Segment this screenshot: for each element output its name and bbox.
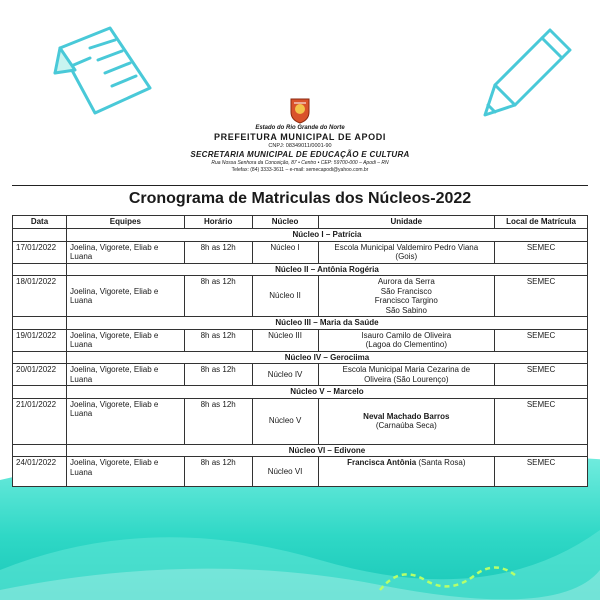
unidade-line: Escola Municipal Valdemiro Pedro Viana	[334, 242, 479, 252]
table-header-row	[13, 216, 588, 229]
date-cell: 18/01/2022	[13, 276, 67, 317]
unidade-cell	[318, 329, 495, 351]
unidade-cell	[318, 364, 495, 386]
secretaria-name: SECRETARIA MUNICIPAL DE EDUCAÇÃO E CULTURA	[190, 150, 410, 159]
local-cell: SEMEC	[495, 241, 588, 263]
group-row	[13, 386, 588, 399]
local-cell: SEMEC	[495, 398, 588, 444]
horario-cell: 8h as 12h	[184, 398, 252, 444]
group-row	[13, 317, 588, 330]
unidade-line: Aurora da Serra	[377, 277, 435, 286]
local-cell: SEMEC	[495, 276, 588, 317]
unidade-line: São Sabino	[385, 305, 427, 315]
coat-of-arms-icon	[289, 96, 311, 124]
unidade-line: Francisca Antônia	[347, 458, 417, 467]
equipes-cell: Joelina, Vigorete, Eliab e Luana	[66, 457, 184, 487]
horario-cell: 8h as 12h	[184, 329, 252, 351]
unidade-cell	[318, 276, 495, 317]
column-header: Data	[13, 216, 67, 229]
nucleo-cell: Núcleo VI	[252, 457, 318, 487]
local-cell: SEMEC	[495, 457, 588, 487]
equipes-cell: Joelina, Vigorete, Eliab e Luana	[66, 241, 184, 263]
group-label: Núcleo V – Marcelo	[66, 386, 587, 399]
unidade-line: Neval Machado Barros	[363, 411, 450, 421]
column-header: Local de Matrícula	[495, 216, 588, 229]
table-row	[13, 276, 588, 317]
horario-cell: 8h as 12h	[184, 364, 252, 386]
equipes-cell: Joelina, Vigorete, Eliab e Luana	[66, 329, 184, 351]
local-cell: SEMEC	[495, 329, 588, 351]
column-header: Horário	[184, 216, 252, 229]
date-cell: 17/01/2022	[13, 241, 67, 263]
telefax: Telefax: (84) 3333-3611 – e-mail: semecapodi@yahoo.com.br	[231, 167, 369, 173]
column-header: Unidade	[318, 216, 495, 229]
column-header: Núcleo	[252, 216, 318, 229]
horario-cell: 8h as 12h	[184, 241, 252, 263]
date-cell: 20/01/2022	[13, 364, 67, 386]
date-cell: 19/01/2022	[13, 329, 67, 351]
state-name: Estado do Rio Grande do Norte	[255, 125, 345, 131]
header-divider	[12, 185, 588, 186]
unidade-line: (Carnaúba Seca)	[375, 421, 437, 430]
page-title: Cronograma de Matriculas dos Núcleos-2022	[128, 190, 472, 207]
group-row	[13, 351, 588, 364]
unidade-line: (Santa Rosa)	[416, 458, 466, 467]
unidade-cell	[318, 457, 495, 487]
horario-cell: 8h as 12h	[184, 457, 252, 487]
equipes-cell: Joelina, Vigorete, Eliab e Luana	[66, 398, 184, 444]
table-row	[13, 329, 588, 351]
nucleo-cell: Núcleo II	[252, 276, 318, 317]
unidade-line: (Lagoa do Clementino)	[365, 340, 447, 349]
column-header: Equipes	[66, 216, 184, 229]
table-row	[13, 364, 588, 386]
table-row	[13, 398, 588, 444]
group-label: Núcleo III – Maria da Saúde	[66, 317, 587, 330]
unidade-line: São Francisco	[380, 286, 432, 296]
unidade-line: (Gois)	[395, 252, 418, 261]
nucleo-cell: Núcleo V	[252, 398, 318, 444]
group-label: Núcleo VI – Edivone	[66, 444, 587, 457]
prefeitura-name: PREFEITURA MUNICIPAL DE APODI	[214, 132, 386, 142]
unidade-line: Isauro Camilo de Oliveira	[361, 330, 452, 340]
unidade-line: Escola Municipal Maria Cezarina de	[342, 365, 471, 374]
group-label: Núcleo IV – Gerociima	[66, 351, 587, 364]
table-row	[13, 241, 588, 263]
group-label: Núcleo I – Patrícia	[66, 229, 587, 242]
unidade-line: Francisco Targino	[374, 296, 438, 305]
schedule-table	[12, 215, 588, 487]
letterhead	[0, 96, 600, 174]
group-row	[13, 229, 588, 242]
cnpj: CNPJ: 08349011/0001-90	[268, 143, 332, 149]
group-row	[13, 444, 588, 457]
nucleo-cell: Núcleo IV	[252, 364, 318, 386]
horario-cell: 8h as 12h	[184, 276, 252, 317]
date-cell: 24/01/2022	[13, 457, 67, 487]
date-cell: 21/01/2022	[13, 398, 67, 444]
group-label: Núcleo II – Antônia Rogéria	[66, 263, 587, 276]
local-cell: SEMEC	[495, 364, 588, 386]
table-row	[13, 457, 588, 487]
unidade-cell	[318, 398, 495, 444]
equipes-cell: Joelina, Vigorete, Eliab e Luana	[66, 276, 184, 317]
address: Rua Nossa Senhora da Conceição, 87 • Centro • CEP: 59700-000 – Apodi – RN	[211, 160, 389, 166]
nucleo-cell: Núcleo I	[252, 241, 318, 263]
equipes-cell: Joelina, Vigorete, Eliab e Luana	[66, 364, 184, 386]
unidade-cell	[318, 241, 495, 263]
nucleo-cell: Núcleo III	[252, 329, 318, 351]
unidade-line: Oliveira (São Lourenço)	[364, 374, 449, 384]
group-row	[13, 263, 588, 276]
